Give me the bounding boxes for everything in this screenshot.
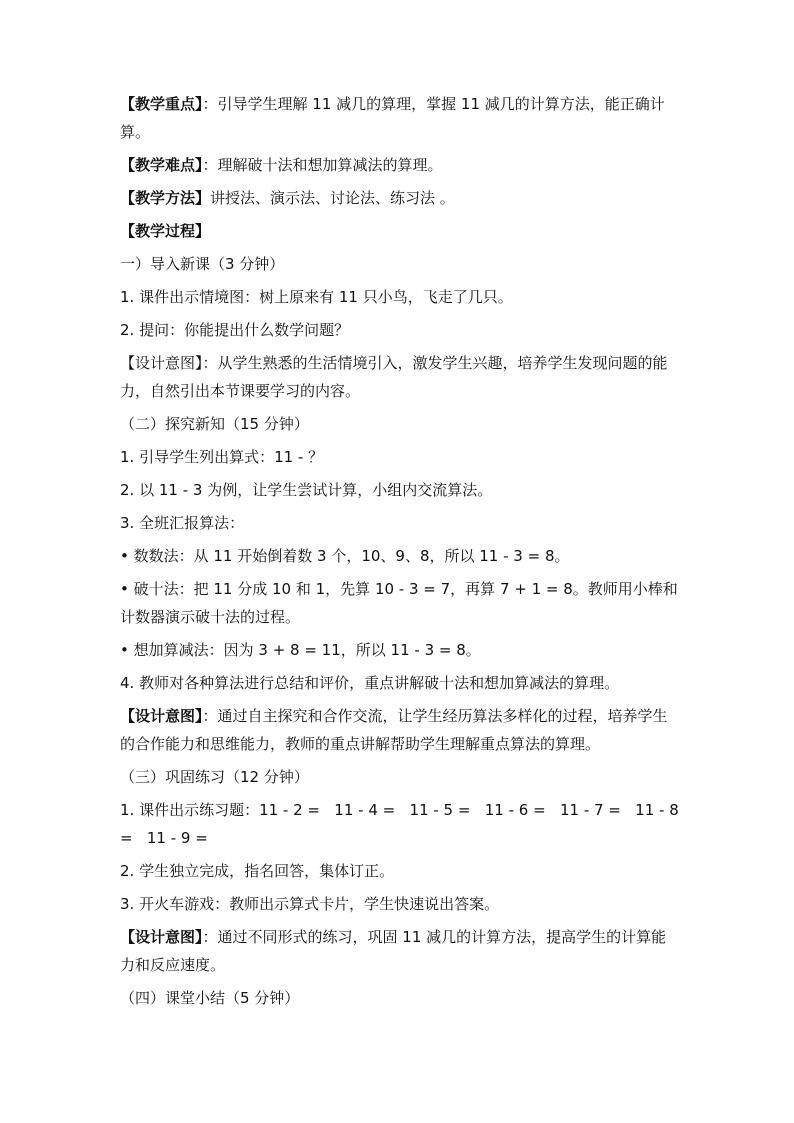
part3-item: 3. 开火车游戏：教师出示算式卡片，学生快速说出答案。 <box>120 895 500 913</box>
part2-item: 1. 引导学生列出算式：11 - ？ <box>120 448 324 466</box>
key-point-text: ：引导学生理解 11 减几的算理，掌握 11 减几的计算方法，能正确计算。 <box>120 95 665 141</box>
part3-intent-paragraph <box>120 923 680 979</box>
part2-intent-label: 【设计意图】 <box>120 707 203 725</box>
part2-bullet: • 想加算减法：因为 3 + 8 = 11，所以 11 - 3 = 8。 <box>120 641 481 659</box>
difficult-point-text: ：理解破十法和想加算减法的算理。 <box>202 156 443 174</box>
part4-title: （四）课堂小结（5 分钟） <box>120 989 300 1007</box>
part3-intent-label: 【设计意图】 <box>120 928 203 946</box>
part1-intent-text: ：从学生熟悉的生活情境引入，激发学生兴趣，培养学生发现问题的能力，自然引出本节课要学习的内容。 <box>120 354 668 400</box>
part2-item: 4. 教师对各种算法进行总结和评价，重点讲解破十法和想加算减法的算理。 <box>120 674 620 692</box>
part2-intent-paragraph <box>120 702 680 758</box>
method-text: 讲授法、演示法、讨论法、练习法 。 <box>210 189 455 207</box>
method-paragraph <box>120 184 680 212</box>
part3-item: 1. 课件出示练习题：11 - 2 = 11 - 4 = 11 - 5 = 11 - 6 = 11 - 7 = 11 - 8 = 11 - 9 = <box>120 801 684 847</box>
process-title: 【教学过程】 <box>120 222 211 240</box>
part1-intent-label: 【设计意图】 <box>120 354 203 372</box>
part2-title: （二）探究新知（15 分钟） <box>120 415 309 433</box>
part2-item: 2. 以 11 - 3 为例，让学生尝试计算，小组内交流算法。 <box>120 481 493 499</box>
method-label: 【教学方法】 <box>120 189 211 207</box>
part3-title: （三）巩固练习（12 分钟） <box>120 768 309 786</box>
part1-intent-paragraph <box>120 349 680 405</box>
difficult-point-paragraph <box>120 151 680 179</box>
part2-item: 3. 全班汇报算法： <box>120 514 245 532</box>
difficult-point-label: 【教学难点】 <box>120 156 203 174</box>
part3-intent-text: ：通过不同形式的练习，巩固 11 减几的计算方法，提高学生的计算能力和反应速度。 <box>120 928 667 974</box>
document-page <box>120 90 684 1017</box>
part2-bullet: • 数数法：从 11 开始倒着数 3 个，10、9、8，所以 11 - 3 = 8。 <box>120 547 570 565</box>
part2-bullet: • 破十法：把 11 分成 10 和 1，先算 10 - 3 = 7，再算 7 + 1 = 8。教师用小棒和计数器演示破十法的过程。 <box>120 580 678 626</box>
part1-item: 1. 课件出示情境图：树上原来有 11 只小鸟，飞走了几只。 <box>120 288 513 306</box>
part3-item: 2. 学生独立完成，指名回答，集体订正。 <box>120 862 395 880</box>
part1-item: 2. 提问：你能提出什么数学问题？ <box>120 321 350 339</box>
part2-intent-text: ：通过自主探究和合作交流，让学生经历算法多样化的过程，培养学生的合作能力和思维能力，教师的重点讲解帮助学生理解重点算法的算理。 <box>120 707 668 753</box>
key-point-label: 【教学重点】 <box>120 95 203 113</box>
part1-title: 一）导入新课（3 分钟） <box>120 255 285 273</box>
key-point-paragraph <box>120 90 680 146</box>
